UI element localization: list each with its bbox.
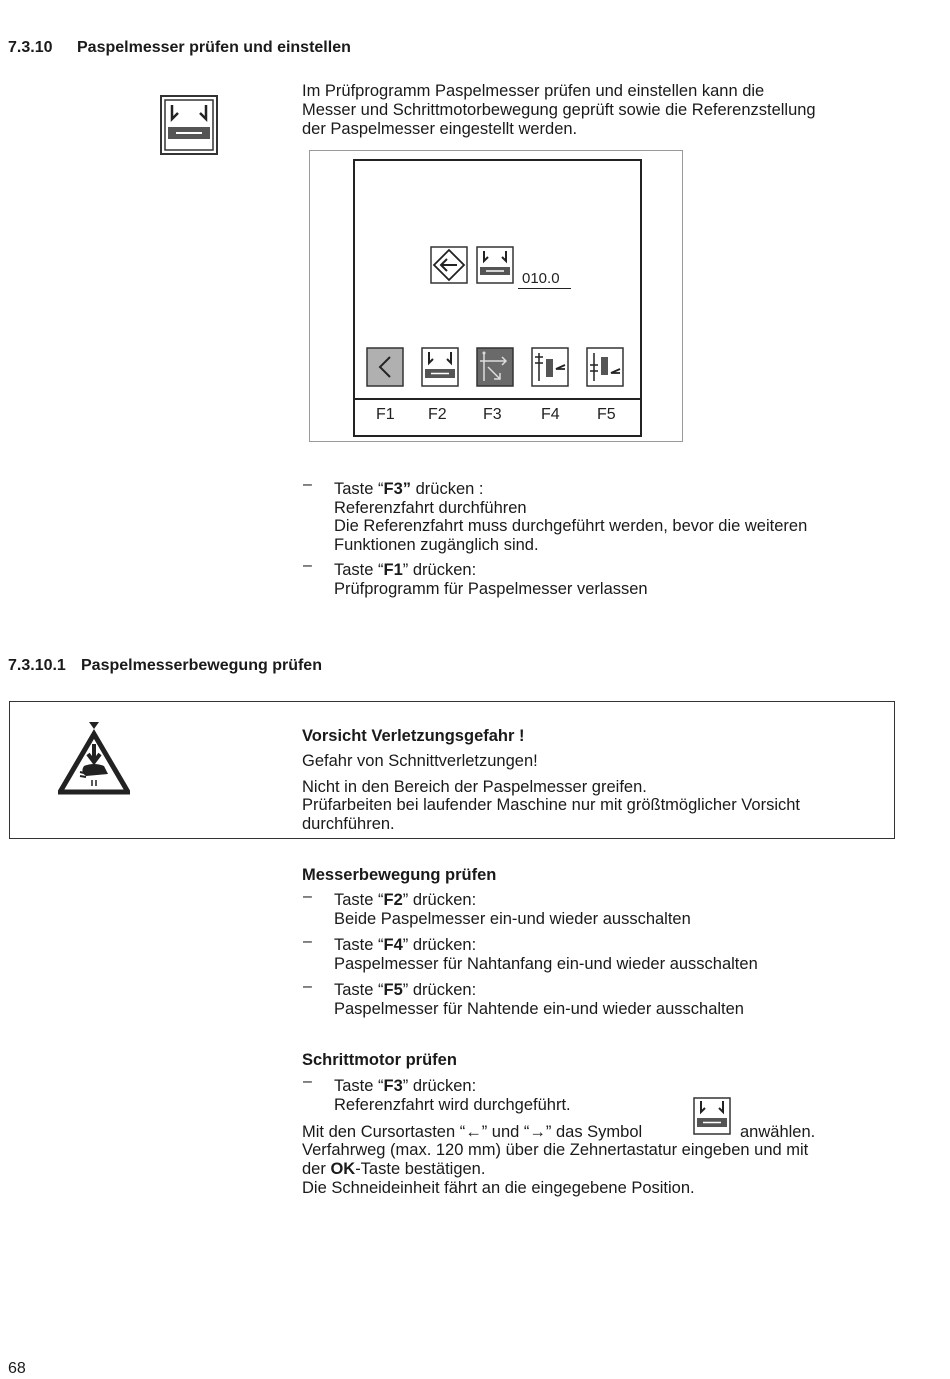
subsection-number: 7.3.10.1: [8, 657, 66, 674]
cursor-line-end: anwählen.: [740, 1123, 816, 1141]
step-f1-title: Taste “F1” drücken:: [334, 561, 477, 579]
paspelmesser-icon: [160, 95, 218, 155]
intro-line-2: Messer und Schrittmotorbewegung geprüft sowie die Referenzstellung: [302, 101, 816, 119]
bullet-dash: –: [303, 557, 312, 574]
step-f4-title: Taste “F4” drücken:: [334, 936, 477, 954]
step-f3-title: Taste “F3” drücken :: [334, 480, 484, 498]
messer-title: Messerbewegung prüfen: [302, 866, 497, 884]
inline-paspelmesser-icon: [693, 1097, 731, 1135]
warning-line-1: Gefahr von Schnittverletzungen!: [302, 752, 538, 770]
bullet-dash: –: [303, 933, 312, 950]
section-number: 7.3.10: [8, 39, 53, 56]
bullet-dash: –: [303, 476, 312, 493]
step-f3-line: Referenzfahrt durchführen: [334, 499, 527, 517]
subsection-title: Paspelmesserbewegung prüfen: [81, 657, 322, 674]
step-f1-line: Prüfprogramm für Paspelmesser verlassen: [334, 580, 648, 598]
warning-line-2: Nicht in den Bereich der Paspelmesser greifen.: [302, 778, 647, 796]
schritt-line-2: Verfahrweg (max. 120 mm) über die Zehnertastatur eingeben und mit: [302, 1141, 809, 1159]
f4-knife-start-icon[interactable]: [531, 347, 569, 387]
bullet-dash: –: [303, 978, 312, 995]
step-f3b-title: Taste “F3” drücken:: [334, 1077, 477, 1095]
section-title: Paspelmesser prüfen und einstellen: [77, 39, 351, 56]
f1-back-icon[interactable]: [366, 347, 404, 387]
paspelmesser-screen-icon: [476, 246, 514, 284]
fkey-label-f4: F4: [541, 406, 560, 423]
back-diamond-icon: [430, 246, 468, 284]
fkey-label-f2: F2: [428, 406, 447, 423]
fkey-label-f1: F1: [376, 406, 395, 423]
step-f2-title: Taste “F2” drücken:: [334, 891, 477, 909]
screen-display: [353, 159, 642, 437]
step-f5-title: Taste “F5” drücken:: [334, 981, 477, 999]
f5-knife-end-icon[interactable]: [586, 347, 624, 387]
intro-line-1: Im Prüfprogramm Paspelmesser prüfen und einstellen kann die: [302, 82, 765, 100]
step-f2-line: Beide Paspelmesser ein-und wieder ausschalten: [334, 910, 691, 928]
screen-value-underline: [518, 288, 571, 289]
page-number: 68: [8, 1360, 26, 1377]
cursor-line: Mit den Cursortasten “←” und “→” das Symbol: [302, 1123, 643, 1141]
f3-reference-icon[interactable]: [476, 347, 514, 387]
step-f5-line: Paspelmesser für Nahtende ein-und wieder ausschalten: [334, 1000, 744, 1018]
f2-paspelmesser-icon[interactable]: [421, 347, 459, 387]
step-f3-line: Die Referenzfahrt muss durchgeführt werden, bevor die weiteren: [334, 517, 808, 535]
fkey-label-f3: F3: [483, 406, 502, 423]
schritt-title: Schrittmotor prüfen: [302, 1051, 457, 1069]
step-f3-line: Funktionen zugänglich sind.: [334, 536, 539, 554]
warning-hand-icon: [58, 720, 130, 796]
bullet-dash: –: [303, 1073, 312, 1090]
warning-line-4: durchführen.: [302, 815, 395, 833]
step-f3b-line: Referenzfahrt wird durchgeführt.: [334, 1096, 571, 1114]
schritt-line-3: der OK-Taste bestätigen.: [302, 1160, 486, 1178]
intro-line-3: der Paspelmesser eingestellt werden.: [302, 120, 578, 138]
warning-line-3: Prüfarbeiten bei laufender Maschine nur mit größtmöglicher Vorsicht: [302, 796, 800, 814]
bullet-dash: –: [303, 888, 312, 905]
screen-value: 010.0: [522, 270, 560, 287]
fkey-label-f5: F5: [597, 406, 616, 423]
step-f4-line: Paspelmesser für Nahtanfang ein-und wieder ausschalten: [334, 955, 758, 973]
schritt-line-4: Die Schneideinheit fährt an die eingegebene Position.: [302, 1179, 695, 1197]
warning-title: Vorsicht Verletzungsgefahr !: [302, 727, 525, 745]
